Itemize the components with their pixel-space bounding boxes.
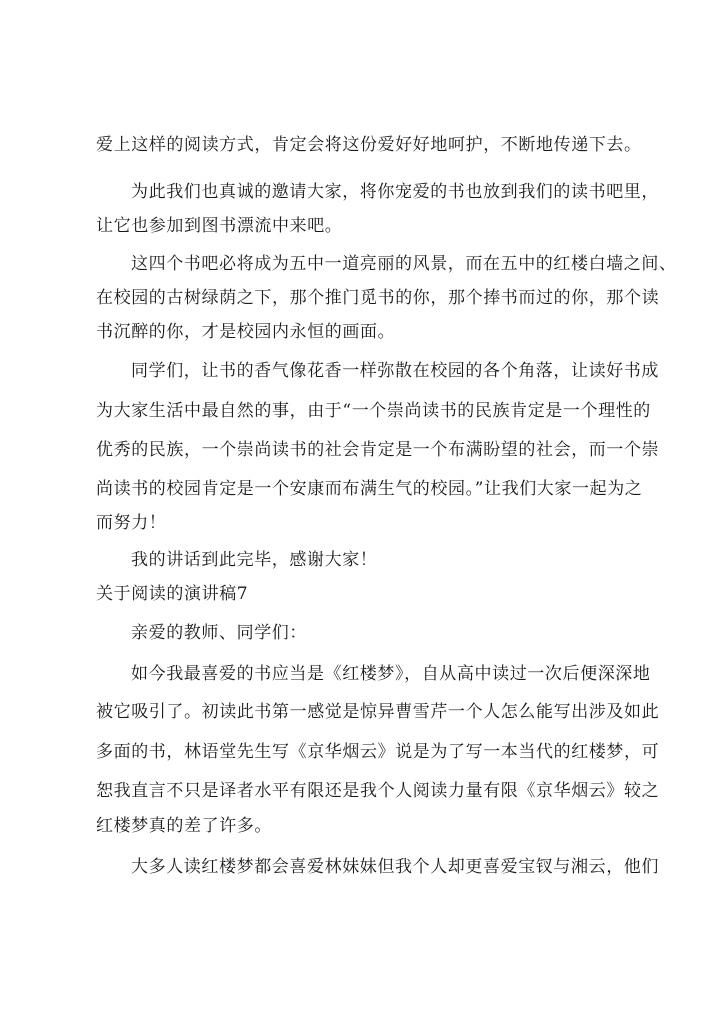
text-line: 红楼梦真的差了许多。: [96, 816, 272, 836]
text-line: 大多人读红楼梦都会喜爱林妹妹但我个人却更喜爱宝钗与湘云，他们: [131, 857, 659, 877]
text-line: 让它也参加到图书漂流中来吧。: [96, 216, 343, 236]
text-line: 优秀的民族，一个崇尚读书的社会肯定是一个布满盼望的社会，而一个崇: [96, 440, 660, 460]
text-line: 这四个书吧必将成为五中一道亮丽的风景，而在五中的红楼白墙之间、: [131, 254, 677, 274]
text-line: 在校园的古树绿荫之下，那个推门觅书的你，那个捧书而过的你，那个读: [96, 288, 660, 308]
text-line: 爱上这样的阅读方式，肯定会将这份爱好好地呵护，不断地传递下去。: [96, 135, 642, 155]
section-title: 关于阅读的演讲稿7: [96, 584, 249, 604]
text-line: 书沉醉的你，才是校园内永恒的画面。: [96, 322, 396, 342]
text-line: 为大家生活中最自然的事，由于“一个崇尚读书的民族肯定是一个理性的: [96, 401, 651, 421]
text-line: 如今我最喜爱的书应当是《红楼梦》，自从高中读过一次后便深深地: [131, 664, 651, 684]
text-line: 我的讲话到此完毕，感谢大家！: [131, 550, 378, 570]
text-line: 被它吸引了。初读此书第一感觉是惊异曹雪芹一个人怎么能写出涉及如此: [96, 702, 660, 722]
text-line: 而努力！: [96, 513, 167, 533]
text-line: 尚读书的校园肯定是一个安康而布满生气的校园。”让我们大家一起为之: [96, 479, 643, 499]
text-line: 亲爱的教师、同学们：: [131, 623, 307, 643]
text-line: 多面的书，林语堂先生写《京华烟云》说是为了写一本当代的红楼梦，可: [96, 742, 660, 762]
text-line: 为此我们也真诚的邀请大家，将你宠爱的书也放到我们的读书吧里，: [131, 182, 659, 202]
text-line: 恕我直言不只是译者水平有限还是我个人阅读力量有限《京华烟云》较之: [96, 781, 660, 801]
text-line: 同学们，让书的香气像花香一样弥散在校园的各个角落，让读好书成: [131, 361, 659, 381]
